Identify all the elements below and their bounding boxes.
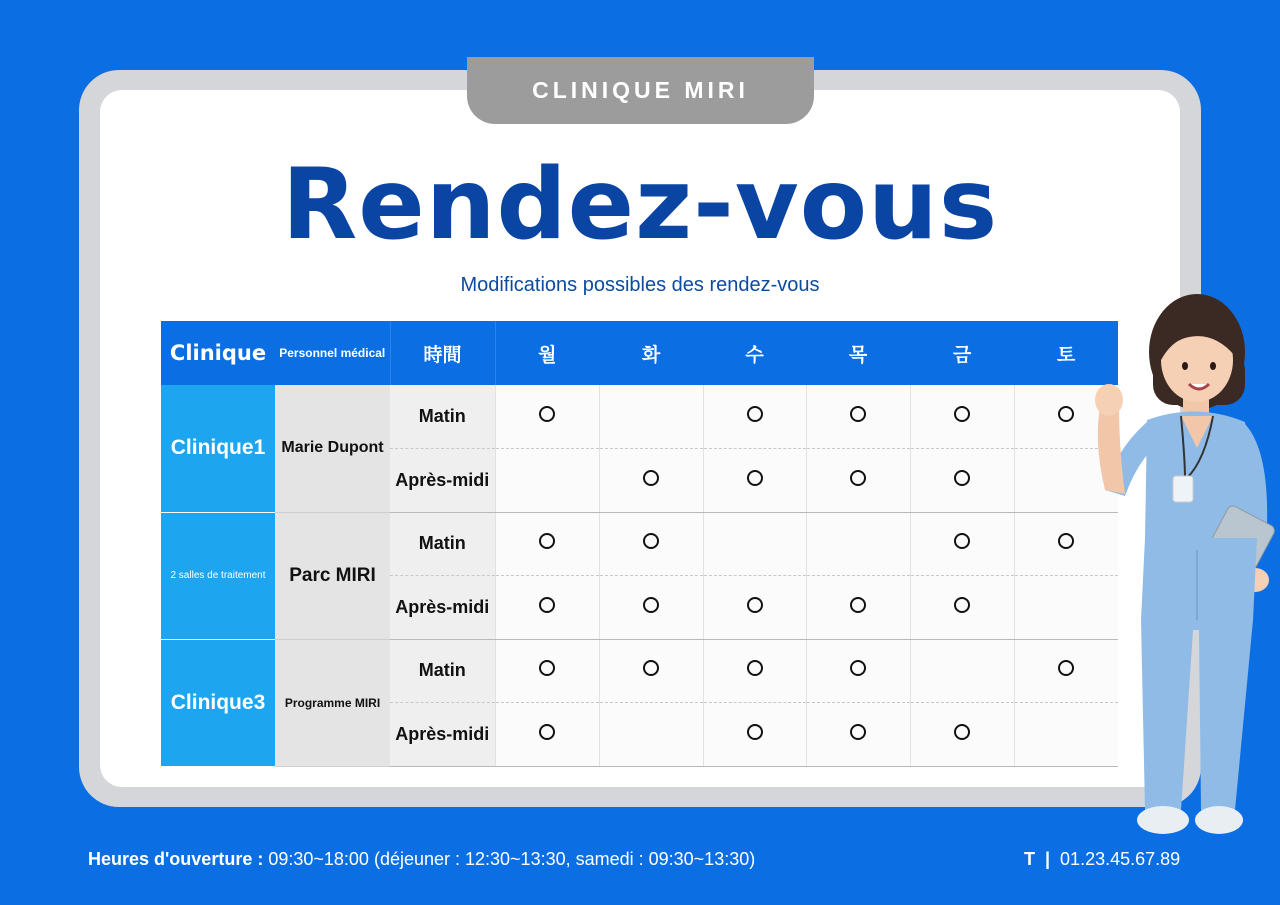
page-title: Rendez-vous	[281, 148, 999, 262]
available-mark-icon	[747, 470, 763, 486]
available-mark-icon	[1058, 660, 1074, 676]
available-mark-icon	[643, 660, 659, 676]
clinic-name: Clinique1	[161, 385, 275, 512]
slot-cell	[599, 385, 703, 449]
slot-cell	[495, 639, 599, 703]
table-row	[161, 385, 1118, 449]
time-slot: Après-midi	[390, 703, 495, 767]
slot-cell	[495, 449, 599, 513]
staff-name: Parc MIRI	[275, 512, 390, 639]
staff-name: Marie Dupont	[275, 385, 390, 512]
time-slot: Matin	[390, 512, 495, 576]
slot-cell	[703, 385, 806, 449]
table-header-row	[161, 321, 1118, 385]
available-mark-icon	[643, 597, 659, 613]
available-mark-icon	[747, 597, 763, 613]
slot-cell	[806, 703, 910, 767]
header-day-mon: 월	[538, 343, 557, 366]
phone-info	[1024, 849, 1180, 870]
opening-hours-label: Heures d'ouverture :	[88, 849, 264, 869]
slot-cell	[910, 385, 1014, 449]
header-staff: Personnel médical	[279, 346, 386, 360]
clinic-name: Clinique3	[161, 639, 275, 766]
slot-cell	[703, 449, 806, 513]
available-mark-icon	[747, 724, 763, 740]
available-mark-icon	[850, 470, 866, 486]
slot-cell	[806, 449, 910, 513]
slot-cell	[910, 703, 1014, 767]
slot-cell	[703, 512, 806, 576]
phone-separator: |	[1045, 849, 1051, 869]
slot-cell	[910, 512, 1014, 576]
available-mark-icon	[954, 406, 970, 422]
slot-cell	[599, 639, 703, 703]
header-day-thu: 목	[848, 343, 868, 366]
slot-cell	[806, 512, 910, 576]
available-mark-icon	[643, 470, 659, 486]
slot-cell	[495, 703, 599, 767]
slot-cell	[599, 512, 703, 576]
available-mark-icon	[539, 660, 555, 676]
slot-cell	[910, 576, 1014, 640]
time-slot: Matin	[390, 385, 495, 449]
slot-cell	[495, 512, 599, 576]
slot-cell	[703, 639, 806, 703]
slot-cell	[910, 449, 1014, 513]
time-slot: Matin	[390, 639, 495, 703]
slot-cell	[599, 449, 703, 513]
available-mark-icon	[954, 533, 970, 549]
slot-cell	[599, 703, 703, 767]
available-mark-icon	[539, 597, 555, 613]
brand-tab: CLINIQUE MIRI	[467, 57, 814, 124]
header-clinic: Clinique	[169, 341, 267, 365]
slot-cell	[495, 576, 599, 640]
clinic-name: 2 salles de traitement	[161, 512, 275, 639]
available-mark-icon	[539, 724, 555, 740]
available-mark-icon	[1058, 406, 1074, 422]
available-mark-icon	[747, 406, 763, 422]
table-row	[161, 639, 1118, 703]
slot-cell	[703, 703, 806, 767]
available-mark-icon	[539, 406, 555, 422]
phone-label: T	[1024, 849, 1035, 869]
header-time: 時間	[390, 321, 495, 385]
available-mark-icon	[643, 533, 659, 549]
opening-hours-value: 09:30~18:00 (déjeuner : 12:30~13:30, samedi : 09:30~13:30)	[268, 849, 756, 869]
time-slot: Après-midi	[390, 449, 495, 513]
slot-cell	[806, 639, 910, 703]
table-row	[161, 512, 1118, 576]
slot-cell	[703, 576, 806, 640]
available-mark-icon	[850, 406, 866, 422]
header-day-wed: 수	[745, 343, 764, 366]
slot-cell	[806, 385, 910, 449]
available-mark-icon	[539, 533, 555, 549]
available-mark-icon	[954, 724, 970, 740]
schedule-table	[161, 321, 1118, 767]
available-mark-icon	[1058, 533, 1074, 549]
opening-hours	[88, 849, 755, 870]
staff-name: Programme MIRI	[275, 639, 390, 766]
slot-cell	[806, 576, 910, 640]
available-mark-icon	[850, 724, 866, 740]
page-subtitle: Modifications possibles des rendez-vous	[460, 274, 820, 296]
slot-cell	[599, 576, 703, 640]
available-mark-icon	[747, 660, 763, 676]
slot-cell	[910, 639, 1014, 703]
available-mark-icon	[954, 597, 970, 613]
header-day-tue: 화	[641, 343, 661, 366]
phone-number: 01.23.45.67.89	[1060, 849, 1181, 869]
nurse-illustration-icon	[1085, 290, 1280, 850]
available-mark-icon	[850, 660, 866, 676]
header-day-fri: 금	[952, 343, 972, 366]
slot-cell	[495, 385, 599, 449]
time-slot: Après-midi	[390, 576, 495, 640]
available-mark-icon	[954, 470, 970, 486]
available-mark-icon	[850, 597, 866, 613]
header-day-sat: 토	[1056, 343, 1076, 366]
